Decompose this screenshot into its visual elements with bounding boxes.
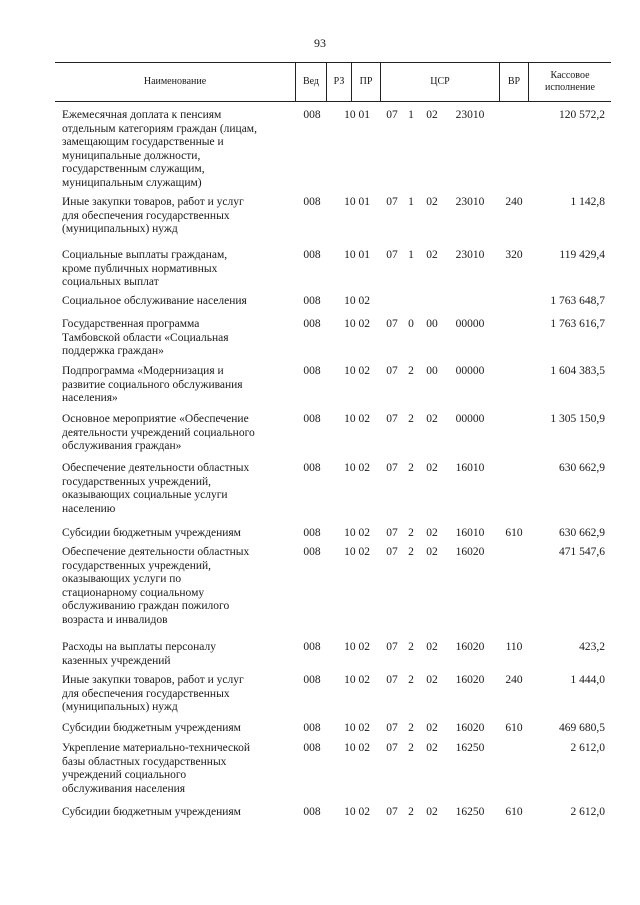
row-name: Субсидии бюджетным учреждениям: [62, 527, 241, 539]
row-name: Субсидии бюджетным учреждениям: [62, 806, 241, 818]
row-csr-subprogram: 2: [408, 674, 414, 686]
row-name: Ежемесячная доплата к пенсиям отдельным категориям граждан (лицам, замещающим государственные и муниципальные должности, государственным служащим, муниципальным служащим): [62, 109, 257, 189]
row-name: Социальное обслуживание населения: [62, 295, 247, 307]
header-rz: РЗ: [333, 76, 345, 87]
row-rz-pr: 10 01: [344, 196, 370, 208]
row-ved: 008: [303, 196, 321, 208]
row-name: Основное мероприятие «Обеспечение деятельности учреждений социального обслуживания граждан»: [62, 413, 255, 452]
row-csr-direction: 16020: [455, 546, 485, 558]
row-rz-pr: 10 02: [344, 546, 370, 558]
row-ved: 008: [303, 109, 321, 121]
row-csr-direction: 16250: [455, 742, 485, 754]
header-ved: Вед: [302, 76, 320, 87]
row-csr-program: 07: [386, 546, 398, 558]
row-csr-direction: 23010: [455, 249, 485, 261]
row-name: Подпрограмма «Модернизация и развитие социального обслуживания населения»: [62, 365, 243, 404]
row-name: Иные закупки товаров, работ и услуг для обеспечения государственных (муниципальных) нужд: [62, 196, 244, 235]
row-csr-activity: 02: [426, 674, 438, 686]
row-cash-execution: 1 142,8: [570, 196, 605, 208]
row-csr-program: 07: [386, 249, 398, 261]
row-rz-pr: 10 02: [344, 806, 370, 818]
row-csr-direction: 16020: [455, 722, 485, 734]
row-csr-subprogram: 1: [408, 196, 414, 208]
row-ved: 008: [303, 365, 321, 377]
row-csr-activity: 02: [426, 413, 438, 425]
row-csr-program: 07: [386, 742, 398, 754]
row-csr-activity: 02: [426, 462, 438, 474]
row-csr-direction: 00000: [455, 413, 485, 425]
row-csr-subprogram: 2: [408, 365, 414, 377]
row-ved: 008: [303, 742, 321, 754]
row-ved: 008: [303, 546, 321, 558]
row-csr-program: 07: [386, 413, 398, 425]
row-ved: 008: [303, 318, 321, 330]
row-rz-pr: 10 02: [344, 365, 370, 377]
row-csr-direction: 16010: [455, 527, 485, 539]
row-csr-activity: 02: [426, 641, 438, 653]
row-csr-program: 07: [386, 527, 398, 539]
row-name: Социальные выплаты гражданам, кроме публичных нормативных социальных выплат: [62, 249, 228, 288]
row-cash-execution: 630 662,9: [559, 462, 605, 474]
row-vr: 610: [505, 722, 523, 734]
row-csr-activity: 02: [426, 806, 438, 818]
row-csr-subprogram: 0: [408, 318, 414, 330]
row-cash-execution: 1 305 150,9: [550, 413, 605, 425]
row-csr-program: 07: [386, 462, 398, 474]
row-rz-pr: 10 02: [344, 462, 370, 474]
row-vr: 240: [505, 196, 523, 208]
row-cash-execution: 630 662,9: [559, 527, 605, 539]
row-csr-program: 07: [386, 674, 398, 686]
row-csr-subprogram: 1: [408, 109, 414, 121]
row-csr-program: 07: [386, 196, 398, 208]
row-csr-subprogram: 2: [408, 806, 414, 818]
row-csr-activity: 02: [426, 742, 438, 754]
row-vr: 610: [505, 527, 523, 539]
row-name: Субсидии бюджетным учреждениям: [62, 722, 241, 734]
row-ved: 008: [303, 527, 321, 539]
row-csr-subprogram: 2: [408, 462, 414, 474]
row-csr-subprogram: 2: [408, 527, 414, 539]
row-rz-pr: 10 02: [344, 527, 370, 539]
row-csr-program: 07: [386, 365, 398, 377]
row-csr-activity: 02: [426, 546, 438, 558]
row-ved: 008: [303, 722, 321, 734]
row-rz-pr: 10 01: [344, 249, 370, 261]
row-cash-execution: 2 612,0: [570, 742, 605, 754]
row-cash-execution: 423,2: [579, 641, 605, 653]
row-csr-subprogram: 2: [408, 722, 414, 734]
row-csr-subprogram: 2: [408, 413, 414, 425]
row-csr-program: 07: [386, 109, 398, 121]
row-csr-direction: 23010: [455, 109, 485, 121]
row-vr: 320: [505, 249, 523, 261]
row-ved: 008: [303, 674, 321, 686]
row-vr: 240: [505, 674, 523, 686]
row-csr-activity: 02: [426, 527, 438, 539]
header-name: Наименование: [143, 76, 207, 87]
row-csr-subprogram: 2: [408, 742, 414, 754]
row-csr-activity: 02: [426, 722, 438, 734]
row-cash-execution: 120 572,2: [559, 109, 605, 121]
row-rz-pr: 10 02: [344, 742, 370, 754]
row-name: Расходы на выплаты персоналу казенных учреждений: [62, 641, 216, 667]
row-csr-subprogram: 2: [408, 641, 414, 653]
row-csr-subprogram: 2: [408, 546, 414, 558]
row-csr-direction: 00000: [455, 318, 485, 330]
row-csr-activity: 00: [426, 365, 438, 377]
row-name: Обеспечение деятельности областных государственных учреждений, оказывающих социальные услуги населению: [62, 462, 250, 515]
row-rz-pr: 10 01: [344, 109, 370, 121]
row-rz-pr: 10 02: [344, 722, 370, 734]
row-csr-activity: 02: [426, 249, 438, 261]
header-csr: ЦСР: [430, 76, 450, 87]
row-name: Обеспечение деятельности областных государственных учреждений, оказывающих услуги по стационарному социальному обслуживанию граждан пожилого возраста и инвалидов: [62, 546, 250, 626]
row-name: Государственная программа Тамбовской области «Социальная поддержка граждан»: [62, 318, 229, 357]
row-cash-execution: 1 763 616,7: [550, 318, 605, 330]
row-csr-activity: 02: [426, 109, 438, 121]
row-csr-program: 07: [386, 318, 398, 330]
row-cash-execution: 119 429,4: [559, 249, 605, 261]
row-rz-pr: 10 02: [344, 413, 370, 425]
row-csr-direction: 00000: [455, 365, 485, 377]
row-rz-pr: 10 02: [344, 318, 370, 330]
row-name: Укрепление материально-технической базы областных государственных учреждений социального обслуживания населения: [62, 742, 251, 795]
row-ved: 008: [303, 249, 321, 261]
row-csr-subprogram: 1: [408, 249, 414, 261]
row-csr-program: 07: [386, 806, 398, 818]
row-ved: 008: [303, 295, 321, 307]
row-vr: 610: [505, 806, 523, 818]
page-number: 93: [314, 36, 326, 50]
row-csr-activity: 02: [426, 196, 438, 208]
row-name: Иные закупки товаров, работ и услуг для обеспечения государственных (муниципальных) нужд: [62, 674, 244, 713]
row-cash-execution: 1 444,0: [570, 674, 605, 686]
header-cash-execution: Кассовое исполнение: [545, 70, 595, 93]
row-ved: 008: [303, 462, 321, 474]
row-csr-direction: 16010: [455, 462, 485, 474]
row-csr-activity: 00: [426, 318, 438, 330]
row-ved: 008: [303, 641, 321, 653]
row-csr-program: 07: [386, 641, 398, 653]
row-cash-execution: 1 604 383,5: [550, 365, 605, 377]
row-rz-pr: 10 02: [344, 674, 370, 686]
row-cash-execution: 471 547,6: [559, 546, 605, 558]
row-csr-direction: 23010: [455, 196, 485, 208]
row-cash-execution: 2 612,0: [570, 806, 605, 818]
row-csr-direction: 16020: [455, 674, 485, 686]
row-rz-pr: 10 02: [344, 295, 370, 307]
row-ved: 008: [303, 413, 321, 425]
table-header: [55, 62, 611, 102]
header-vr: ВР: [507, 76, 521, 87]
row-cash-execution: 1 763 648,7: [550, 295, 605, 307]
row-ved: 008: [303, 806, 321, 818]
row-vr: 110: [505, 641, 523, 653]
row-csr-program: 07: [386, 722, 398, 734]
row-csr-direction: 16250: [455, 806, 485, 818]
row-csr-direction: 16020: [455, 641, 485, 653]
row-cash-execution: 469 680,5: [559, 722, 605, 734]
header-pr: ПР: [359, 76, 373, 87]
row-rz-pr: 10 02: [344, 641, 370, 653]
